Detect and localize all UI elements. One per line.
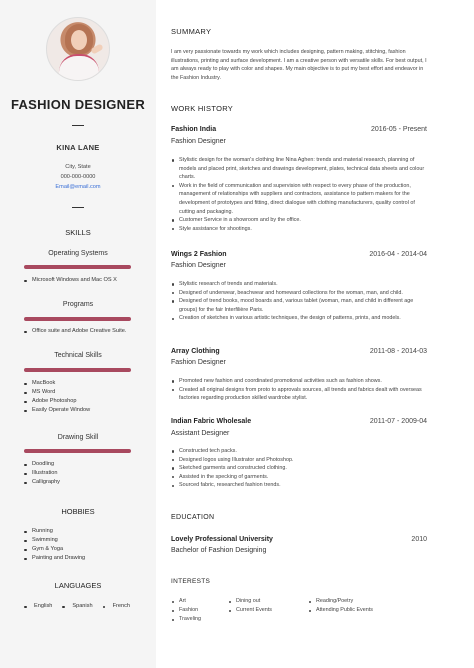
sidebar bbox=[0, 0, 156, 668]
skill-level-bar bbox=[24, 449, 131, 453]
list-item: Sourced fabric, researched fashion trends. bbox=[171, 481, 427, 490]
school-name: Lovely Professional University bbox=[171, 536, 273, 543]
language-item: French bbox=[103, 603, 130, 609]
hobbies-heading: HOBBIES bbox=[61, 507, 95, 516]
job-bullets bbox=[171, 447, 427, 490]
interests-heading: INTERESTS bbox=[171, 578, 211, 585]
job-company bbox=[171, 348, 427, 355]
job-role: Fashion Designer bbox=[171, 138, 226, 145]
job-bullets bbox=[171, 156, 427, 233]
list-item: MacBook bbox=[24, 379, 90, 388]
list-item: Designed of trend books, mood boards and, various tablet (woman, man, and child in different age groups) for the fair Interfilière Paris. bbox=[171, 297, 427, 314]
job-role: Assistant Designer bbox=[171, 430, 230, 437]
list-item: Swimming bbox=[24, 536, 85, 545]
job-company bbox=[171, 251, 427, 258]
summary-heading: SUMMARY bbox=[171, 27, 212, 36]
skill-list bbox=[24, 379, 90, 415]
list-item: Style assistance for shootings. bbox=[171, 225, 427, 234]
candidate-name: KINA LANE bbox=[56, 143, 100, 152]
list-item: Painting and Drawing bbox=[24, 554, 85, 563]
list-item: Stylistic research of trends and materials. bbox=[171, 280, 427, 289]
skill-list bbox=[24, 276, 117, 285]
skill-group-title: Programs bbox=[62, 301, 94, 308]
list-item: Easily Operate Window bbox=[24, 406, 90, 415]
job-company bbox=[171, 126, 427, 133]
list-item: Creation of sketches in various artistic techniques, the design of patterns, prints, and models. bbox=[171, 314, 427, 323]
email-link[interactable]: Email@email.com bbox=[55, 184, 101, 190]
education-school bbox=[171, 536, 427, 543]
list-item: Promoted new fashion and coordinated promotional activities such as fashion shows. bbox=[171, 377, 427, 386]
language-item: Spanish bbox=[62, 603, 92, 609]
phone: 000-000-0000 bbox=[60, 174, 96, 180]
job-dates: 2011-08 - 2014-03 bbox=[369, 348, 427, 355]
company-name: Array Clothing bbox=[171, 348, 220, 355]
list-item: Art bbox=[171, 598, 186, 604]
list-item: Doodling bbox=[24, 460, 60, 469]
summary-text: I am very passionate towards my work which includes designing, pattern making, stitching, fashion illustrations, printing and surface development. I am a creative person with versatile skills. For best output, I am always ready to play with color and shapes. My main objective is to put my best effort and endeavor in the Fashion Industry. bbox=[171, 49, 427, 81]
list-item: Illustration bbox=[24, 469, 60, 478]
list-item: Stylistic design for the woman's clothing line Nina Aghen: trends and material research, planning of models and placed print, sketches and drawings development, plates, technical data sheets and colour charts. bbox=[171, 156, 427, 182]
company-name: Fashion India bbox=[171, 126, 217, 133]
graduation-year: 2010 bbox=[411, 536, 427, 543]
list-item: Assisted in the specking of garments. bbox=[171, 473, 427, 482]
job-dates: 2011-07 - 2009-04 bbox=[369, 418, 427, 425]
job-dates: 2016-05 - Present bbox=[370, 126, 427, 133]
hobby-list bbox=[24, 527, 85, 563]
skills-heading: SKILLS bbox=[65, 228, 91, 237]
divider bbox=[72, 207, 84, 208]
list-item: Fashion bbox=[171, 607, 198, 613]
job-company bbox=[171, 418, 427, 425]
degree: Bachelor of Fashion Designing bbox=[171, 547, 267, 554]
list-item: Constructed tech packs. bbox=[171, 447, 427, 456]
job-dates: 2016-04 - 2014-04 bbox=[369, 251, 427, 258]
skill-list bbox=[24, 327, 126, 336]
list-item: Traveling bbox=[171, 616, 201, 622]
company-name: Indian Fabric Wholesale bbox=[171, 418, 252, 425]
list-item: Created all original designs from proto to approvals sources, all trends and fabrics dealt with overseas factories regarding production skilled wardrobe stylist. bbox=[171, 386, 427, 403]
job-title: FASHION DESIGNER bbox=[10, 97, 146, 112]
education-heading: EDUCATION bbox=[171, 514, 215, 521]
skill-group-title: Drawing Skill bbox=[57, 434, 99, 441]
list-item: Customer Service in a showroom and by the office. bbox=[171, 216, 427, 225]
list-item: Dining out bbox=[228, 598, 260, 604]
skill-level-bar bbox=[24, 368, 131, 372]
language-item: English bbox=[24, 603, 52, 609]
list-item: Designed of underwear, beachwear and homeward collections for the woman, man, and child. bbox=[171, 289, 427, 298]
job-role: Fashion Designer bbox=[171, 262, 226, 269]
language-list bbox=[24, 603, 130, 609]
skill-level-bar bbox=[24, 265, 131, 269]
location: City, State bbox=[65, 164, 91, 170]
list-item: Designed logos using Illustrator and Photoshop. bbox=[171, 456, 427, 465]
list-item: Attending Public Events bbox=[308, 607, 373, 613]
job-role: Fashion Designer bbox=[171, 359, 226, 366]
list-item: Work in the field of communication and supervision with respect to every phase of the production, management of relationships with suppliers and contractors, assistance to pattern makers for the development of prototypes and fitting, direct dialogue with clothing manufacturers, quality control of cutting and packaging. bbox=[171, 182, 427, 216]
list-item: Sketched garments and constructed clothing. bbox=[171, 464, 427, 473]
divider bbox=[72, 125, 84, 126]
list-item: MS Word bbox=[24, 388, 90, 397]
job-bullets bbox=[171, 280, 427, 323]
list-item: Gym & Yoga bbox=[24, 545, 85, 554]
list-item: Reading/Poetry bbox=[308, 598, 353, 604]
skill-group-title: Technical Skills bbox=[54, 352, 102, 359]
list-item: Adobe Photoshop bbox=[24, 397, 90, 406]
company-name: Wings 2 Fashion bbox=[171, 251, 227, 258]
list-item: Current Events bbox=[228, 607, 272, 613]
skill-level-bar bbox=[24, 317, 131, 321]
list-item: Microsoft Windows and Mac OS X bbox=[24, 276, 117, 285]
list-item: Calligraphy bbox=[24, 478, 60, 487]
list-item: Running bbox=[24, 527, 85, 536]
avatar-photo bbox=[46, 17, 110, 81]
skill-list bbox=[24, 460, 60, 487]
work-history-heading: WORK HISTORY bbox=[171, 104, 234, 113]
skill-group-title: Operating Systems bbox=[48, 250, 108, 257]
languages-heading: LANGUAGES bbox=[54, 581, 102, 590]
list-item: Office suite and Adobe Creative Suite. bbox=[24, 327, 126, 336]
job-bullets bbox=[171, 377, 427, 403]
